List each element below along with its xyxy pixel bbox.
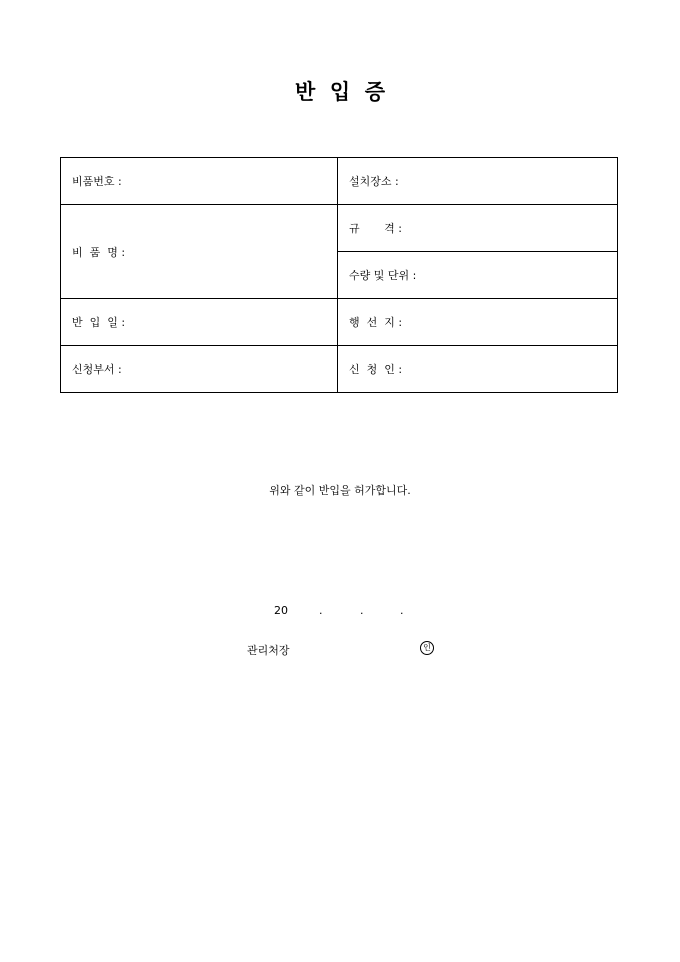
requesting-dept-field[interactable]: 신청부서 : bbox=[61, 346, 338, 393]
table-row bbox=[61, 346, 618, 393]
table-row bbox=[61, 205, 618, 252]
date-year-prefix: 20 bbox=[274, 604, 288, 617]
spec-field[interactable]: 규 격 : bbox=[338, 205, 618, 252]
quantity-unit-field[interactable]: 수량 및 단위 : bbox=[338, 252, 618, 299]
import-permit-table bbox=[60, 157, 618, 393]
applicant-field[interactable]: 신 청 인 : bbox=[338, 346, 618, 393]
signer-title: 관리처장 bbox=[247, 644, 290, 657]
date-dot-year: . bbox=[319, 604, 323, 617]
destination-field[interactable]: 행 선 지 : bbox=[338, 299, 618, 346]
date-dot-day: . bbox=[400, 604, 404, 617]
permit-statement: 위와 같이 반입을 허가합니다. bbox=[269, 484, 411, 497]
table-row bbox=[61, 158, 618, 205]
seal-icon: 인 bbox=[420, 641, 434, 655]
date-dot-month: . bbox=[360, 604, 364, 617]
import-date-field[interactable]: 반 입 일 : bbox=[61, 299, 338, 346]
install-location-field[interactable]: 설치장소 : bbox=[338, 158, 618, 205]
item-name-field[interactable]: 비 품 명 : bbox=[61, 205, 338, 299]
item-number-field[interactable]: 비품번호 : bbox=[61, 158, 338, 205]
document-title: 반 입 증 bbox=[294, 79, 386, 104]
table-row bbox=[61, 299, 618, 346]
